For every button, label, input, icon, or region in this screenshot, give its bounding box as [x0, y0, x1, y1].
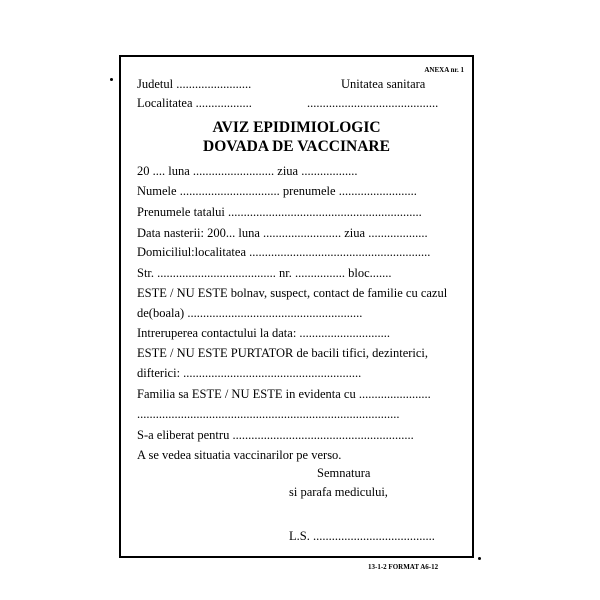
- disease-line: de(boala) ........................................................: [137, 306, 363, 320]
- scan-speck: [110, 78, 113, 81]
- doctor-stamp-label: si parafa medicului,: [289, 485, 388, 499]
- contact-interruption-line: Intreruperea contactului la data: .............................: [137, 326, 391, 340]
- birth-date-line: Data nasterii: 200... luna ......................... ziua ...................: [137, 226, 428, 240]
- father-name-line: Prenumele tatalui ..............................................................: [137, 205, 422, 219]
- health-unit-dots: ..........................................: [307, 96, 439, 110]
- street-line: Str. ...................................... nr. ................ bloc.......: [137, 266, 392, 280]
- family-records-line: Familia sa ESTE / NU ESTE in evidenta cu .......................: [137, 387, 431, 401]
- form-subtitle: DOVADA DE VACCINARE: [203, 138, 390, 155]
- name-line: Numele ................................ prenumele .........................: [137, 184, 417, 198]
- date-line: 20 .... luna .......................... ziua ..................: [137, 164, 358, 178]
- vaccination-note: A se vedea situatia vaccinarilor pe verso.: [137, 448, 342, 462]
- sick-status-line: ESTE / NU ESTE bolnav, suspect, contact de familie cu cazul: [137, 286, 448, 300]
- vaccination-form: [119, 55, 474, 558]
- diphtheria-line: difterici: .........................................................: [137, 366, 362, 380]
- ls-line: L.S. .......................................: [289, 529, 435, 543]
- form-title: AVIZ EPIDIMIOLOGIC: [212, 119, 381, 136]
- form-code: 13-1-2 FORMAT A6-12: [368, 563, 439, 571]
- blank-dots-line: ....................................................................................: [137, 407, 400, 421]
- locality-field: Localitatea ..................: [137, 96, 252, 110]
- residence-line: Domiciliul:localitatea ..........................................................: [137, 245, 431, 259]
- county-field: Judetul ........................: [137, 77, 252, 91]
- issued-for-line: S-a eliberat pentru ..........................................................: [137, 428, 414, 442]
- scan-speck: [478, 557, 481, 560]
- signature-label: Semnatura: [317, 466, 371, 480]
- carrier-status-line: ESTE / NU ESTE PURTATOR de bacili tifici, dezinterici,: [137, 346, 429, 360]
- health-unit-label: Unitatea sanitara: [341, 77, 426, 91]
- annex-label: ANEXA nr. 1: [424, 66, 464, 74]
